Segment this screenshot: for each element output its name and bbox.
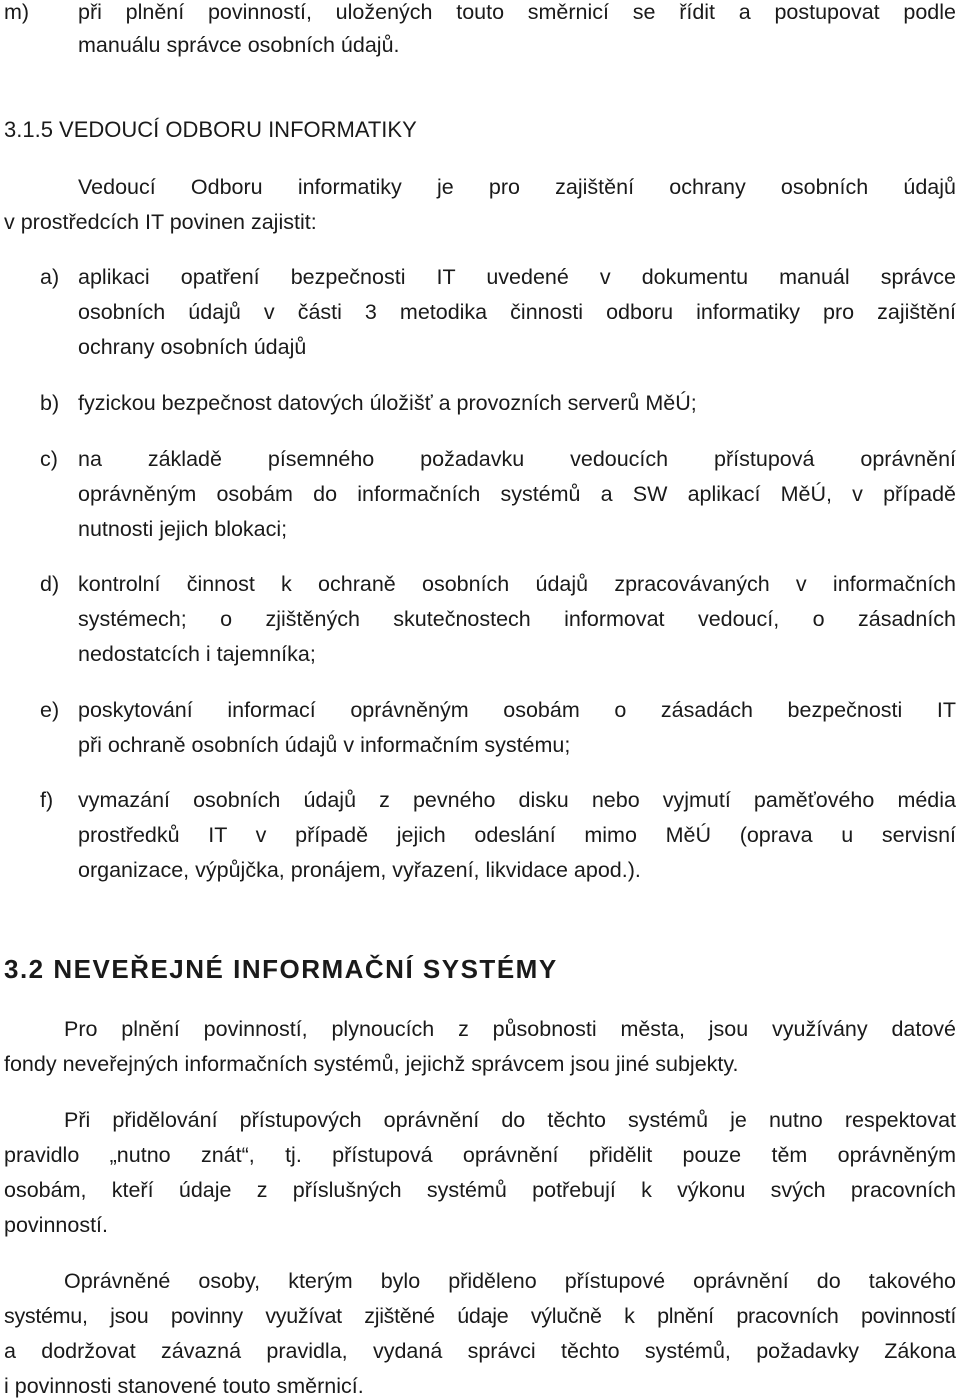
paragraph-2-line-4: povinností.	[4, 1213, 108, 1237]
item-letter: b)	[40, 391, 60, 415]
section-heading-3-2: 3.2 NEVEŘEJNÉ INFORMAČNÍ SYSTÉMY	[4, 954, 558, 984]
paragraph-3-line-4: i povinnosti stanovené touto směrnicí.	[4, 1374, 364, 1398]
paragraph-3-line-1: Oprávněné osoby, kterým bylo přiděleno přístupové oprávnění do takového	[64, 1269, 956, 1293]
intro-line-2: v prostředcích IT povinen zajistit:	[4, 210, 317, 234]
paragraph-1-line-2: fondy neveřejných informačních systémů, jejichž správcem jsou jiné subjekty.	[4, 1052, 739, 1076]
item-c-line-2: oprávněným osobám do informačních systémů a SW aplikací MěÚ, v případě	[78, 482, 956, 506]
intro-line-1: Vedoucí Odboru informatiky je pro zajištění ochrany osobních údajů	[78, 175, 956, 199]
item-m-line-2: manuálu správce osobních údajů.	[78, 33, 400, 57]
item-letter: m)	[4, 0, 30, 24]
item-letter: c)	[40, 447, 58, 471]
paragraph-2-line-1: Při přidělování přístupových oprávnění do těchto systémů je nutno respektovat	[64, 1108, 956, 1132]
paragraph-3-line-3: a dodržovat závazná pravidla, vydaná správci těchto systémů, požadavky Zákona	[4, 1339, 956, 1363]
item-a-line-1: aplikaci opatření bezpečnosti IT uvedené v dokumentu manuál správce	[78, 265, 956, 289]
item-d-line-3: nedostatcích i tajemníka;	[78, 642, 316, 666]
section-heading-3-1-5: 3.1.5 VEDOUCÍ ODBORU INFORMATIKY	[4, 117, 417, 142]
item-d-line-1: kontrolní činnost k ochraně osobních údajů zpracovávaných v informačních	[78, 572, 956, 596]
item-e-line-2: při ochraně osobních údajů v informačním systému;	[78, 733, 571, 757]
item-f-line-2: prostředků IT v případě jejich odeslání mimo MěÚ (oprava u servisní	[78, 823, 956, 847]
item-c-line-3: nutnosti jejich blokaci;	[78, 517, 288, 541]
paragraph-2-line-2: pravidlo „nutno znát“, tj. přístupová oprávnění přidělit pouze těm oprávněným	[4, 1143, 956, 1167]
paragraph-3-line-2: systému, jsou povinny využívat zjištěné údaje výlučně k plnění pracovních povinností	[4, 1304, 956, 1328]
item-m-line-1: při plnění povinností, uložených touto směrnicí se řídit a postupovat podle	[78, 0, 956, 24]
item-e-line-1: poskytování informací oprávněným osobám o zásadách bezpečnosti IT	[78, 698, 956, 722]
item-a-line-2: osobních údajů v části 3 metodika činnosti odboru informatiky pro zajištění	[78, 300, 956, 324]
item-b-line-1: fyzickou bezpečnost datových úložišť a provozních serverů MěÚ;	[78, 391, 697, 415]
item-letter: d)	[40, 572, 60, 596]
item-d-line-2: systémech; o zjištěných skutečnostech informovat vedoucí, o zásadních	[78, 607, 956, 631]
paragraph-1-line-1: Pro plnění povinností, plynoucích z působnosti města, jsou využívány datové	[64, 1017, 956, 1041]
item-letter: f)	[40, 788, 54, 812]
item-letter: a)	[40, 265, 60, 289]
item-f-line-3: organizace, výpůjčka, pronájem, vyřazení, likvidace apod.).	[78, 858, 641, 882]
item-letter: e)	[40, 698, 60, 722]
item-c-line-1: na základě písemného požadavku vedoucích přístupová oprávnění	[78, 447, 956, 471]
paragraph-2-line-3: osobám, kteří údaje z příslušných systémů potřebují k výkonu svých pracovních	[4, 1178, 956, 1202]
item-a-line-3: ochrany osobních údajů	[78, 335, 307, 359]
item-f-line-1: vymazání osobních údajů z pevného disku nebo vyjmutí paměťového média	[78, 788, 956, 812]
